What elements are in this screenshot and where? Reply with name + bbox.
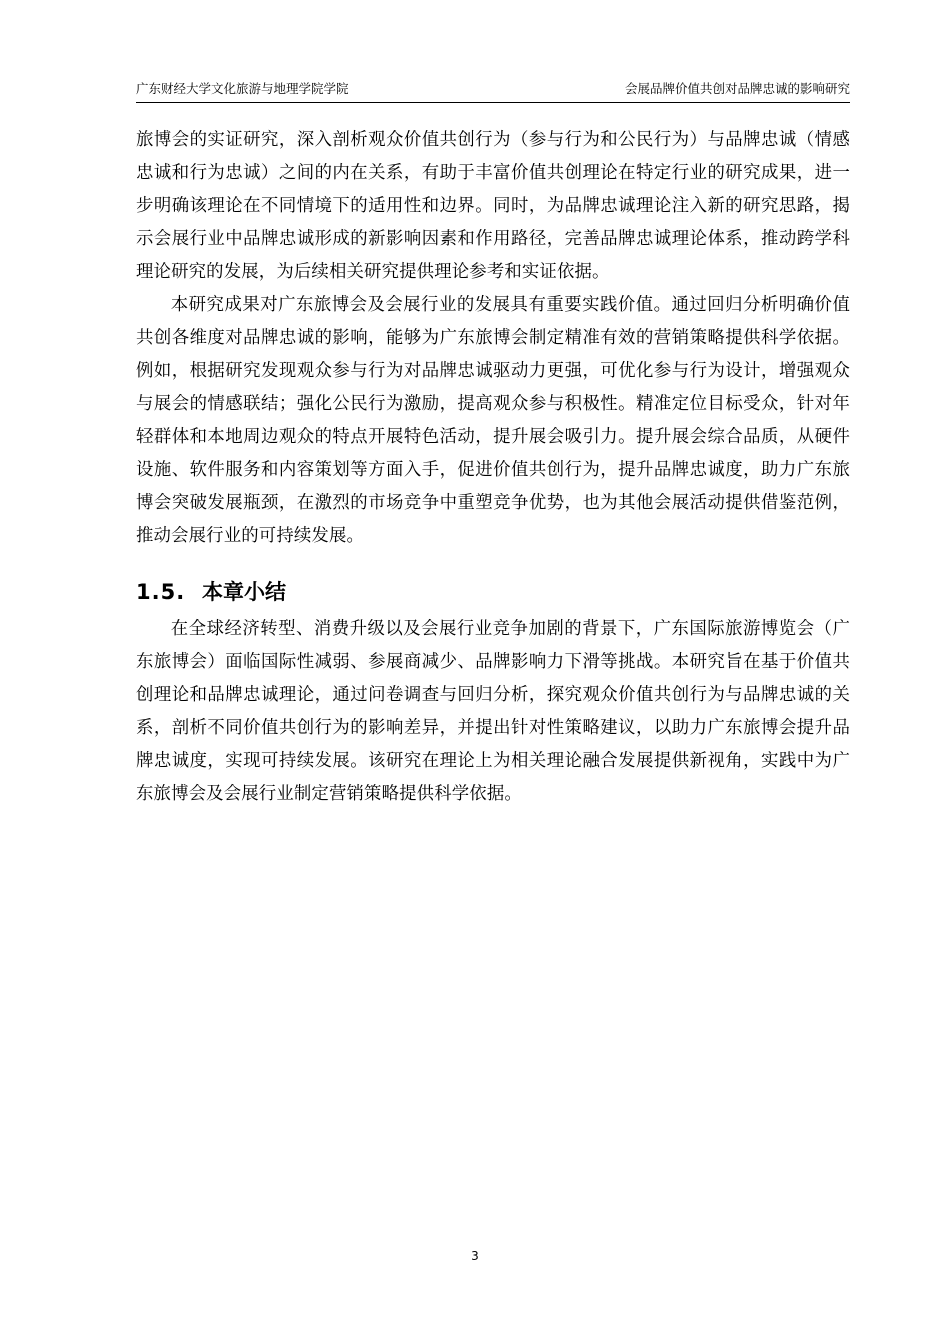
page-footer xyxy=(0,1248,950,1264)
header-institution: 广东财经大学文化旅游与地理学院学院 xyxy=(136,81,349,96)
section-title: 本章小结 xyxy=(202,580,286,604)
running-header xyxy=(136,80,850,103)
document-body xyxy=(136,124,850,811)
section-heading xyxy=(136,553,850,613)
paragraph-practical-significance: 本研究成果对广东旅博会及会展行业的发展具有重要实践价值。通过回归分析明确价值共创各维度对品牌忠诚的影响，能够为广东旅博会制定精准有效的营销策略提供科学依据。例如，根据研究发现观众参与行为对品牌忠诚驱动力更强，可优化参与行为设计，增强观众与展会的情感联结；强化公民行为激励，提高观众参与积极性。精准定位目标受众，针对年轻群体和本地周边观众的特点开展特色活动，提升展会吸引力。提升展会综合品质，从硬件设施、软件服务和内容策划等方面入手，促进价值共创行为，提升品牌忠诚度，助力广东旅博会突破发展瓶颈，在激烈的市场竞争中重塑竞争优势，也为其他会展活动提供借鉴范例，推动会展行业的可持续发展。 xyxy=(136,295,850,546)
page-number: 3 xyxy=(471,1249,479,1263)
header-thesis-title: 会展品牌价值共创对品牌忠诚的影响研究 xyxy=(624,81,850,96)
paragraph-chapter-summary: 在全球经济转型、消费升级以及会展行业竞争加剧的背景下，广东国际旅游博览会（广东旅博会）面临国际性减弱、参展商减少、品牌影响力下滑等挑战。本研究旨在基于价值共创理论和品牌忠诚理论，通过问卷调查与回归分析，探究观众价值共创行为与品牌忠诚的关系，剖析不同价值共创行为的影响差异，并提出针对性策略建议，以助力广东旅博会提升品牌忠诚度，实现可持续发展。该研究在理论上为相关理论融合发展提供新视角，实践中为广东旅博会及会展行业制定营销策略提供科学依据。 xyxy=(136,619,850,804)
section-number: 1.5. xyxy=(136,580,186,604)
paragraph-theory-significance: 旅博会的实证研究，深入剖析观众价值共创行为（参与行为和公民行为）与品牌忠诚（情感忠诚和行为忠诚）之间的内在关系，有助于丰富价值共创理论在特定行业的研究成果，进一步明确该理论在不同情境下的适用性和边界。同时，为品牌忠诚理论注入新的研究思路，揭示会展行业中品牌忠诚形成的新影响因素和作用路径，完善品牌忠诚理论体系，推动跨学科理论研究的发展，为后续相关研究提供理论参考和实证依据。 xyxy=(136,130,850,282)
